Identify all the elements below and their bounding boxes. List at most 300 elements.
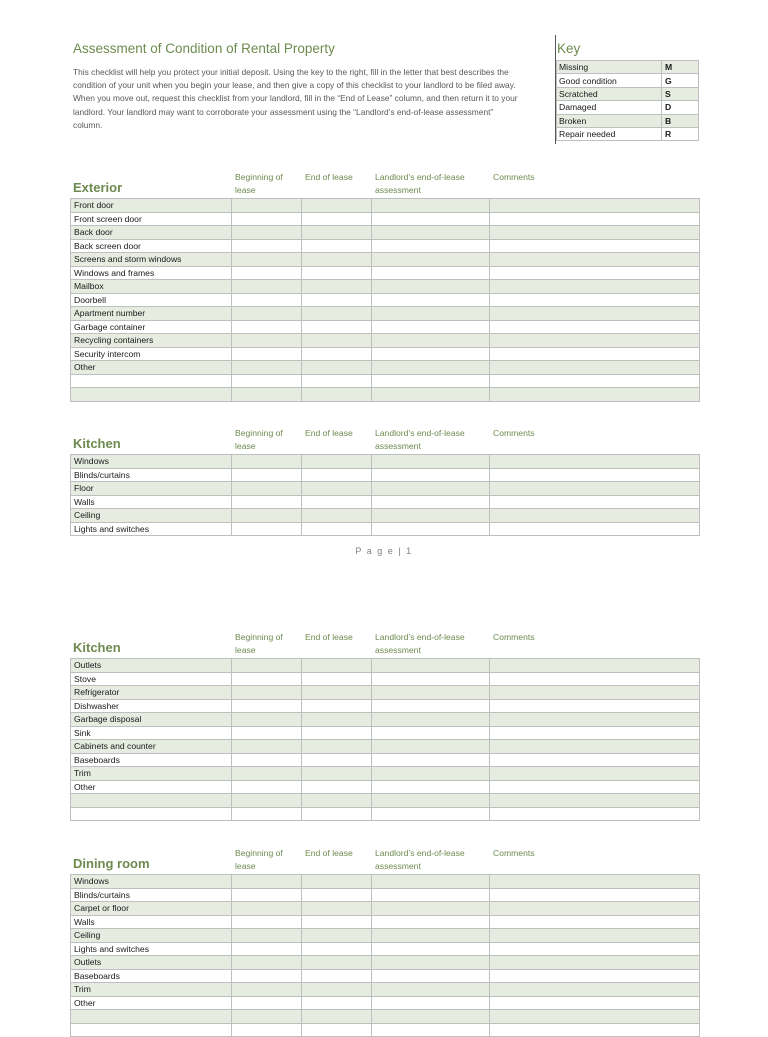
beginning-cell[interactable] xyxy=(232,686,302,700)
item-label: Recycling containers xyxy=(71,334,232,348)
end-cell[interactable] xyxy=(302,699,372,713)
end-cell[interactable] xyxy=(302,1023,372,1037)
key-label: Scratched xyxy=(557,87,662,100)
end-cell[interactable] xyxy=(302,226,372,240)
beginning-cell[interactable] xyxy=(232,280,302,294)
landlord-cell[interactable] xyxy=(372,1023,490,1037)
beginning-cell[interactable] xyxy=(232,226,302,240)
end-cell[interactable] xyxy=(302,902,372,916)
checklist-row xyxy=(71,659,700,673)
key-label: Broken xyxy=(557,114,662,127)
beginning-cell[interactable] xyxy=(232,888,302,902)
key-table xyxy=(556,60,699,141)
key-code: M xyxy=(662,61,699,74)
item-label: Refrigerator xyxy=(71,686,232,700)
comments-cell[interactable] xyxy=(490,522,700,536)
comments-cell[interactable] xyxy=(490,956,700,970)
landlord-cell[interactable] xyxy=(372,969,490,983)
end-cell[interactable] xyxy=(302,199,372,213)
beginning-cell[interactable] xyxy=(232,915,302,929)
comments-cell[interactable] xyxy=(490,455,700,469)
key-code: D xyxy=(662,101,699,114)
checklist-row xyxy=(71,794,700,808)
item-label: Lights and switches xyxy=(71,522,232,536)
section-kitchen-1 xyxy=(70,427,699,536)
end-cell[interactable] xyxy=(302,253,372,267)
column-header-landlord: Landlord’s end-of-lease assessment xyxy=(375,172,465,195)
column-header-beginning: Beginning of lease xyxy=(235,428,283,451)
landlord-cell[interactable] xyxy=(372,320,490,334)
landlord-cell[interactable] xyxy=(372,780,490,794)
item-label: Apartment number xyxy=(71,307,232,321)
end-cell[interactable] xyxy=(302,455,372,469)
key-code: S xyxy=(662,87,699,100)
comments-cell[interactable] xyxy=(490,875,700,889)
section-exterior xyxy=(70,171,699,402)
checklist-row xyxy=(71,239,700,253)
key-row xyxy=(557,87,699,100)
item-label: Blinds/curtains xyxy=(71,468,232,482)
beginning-cell[interactable] xyxy=(232,374,302,388)
beginning-cell[interactable] xyxy=(232,293,302,307)
end-cell[interactable] xyxy=(302,740,372,754)
end-cell[interactable] xyxy=(302,780,372,794)
comments-cell[interactable] xyxy=(490,726,700,740)
beginning-cell[interactable] xyxy=(232,388,302,402)
landlord-cell[interactable] xyxy=(372,468,490,482)
landlord-cell[interactable] xyxy=(372,347,490,361)
key-row xyxy=(557,114,699,127)
item-label: Screens and storm windows xyxy=(71,253,232,267)
comments-cell[interactable] xyxy=(490,996,700,1010)
checklist-row xyxy=(71,929,700,943)
beginning-cell[interactable] xyxy=(232,468,302,482)
checklist-row xyxy=(71,522,700,536)
landlord-cell[interactable] xyxy=(372,659,490,673)
item-label: Cabinets and counter xyxy=(71,740,232,754)
end-cell[interactable] xyxy=(302,767,372,781)
item-label: Windows and frames xyxy=(71,266,232,280)
item-label xyxy=(71,1023,232,1037)
comments-cell[interactable] xyxy=(490,307,700,321)
column-header-end: End of lease xyxy=(305,172,353,182)
comments-cell[interactable] xyxy=(490,888,700,902)
end-cell[interactable] xyxy=(302,280,372,294)
beginning-cell[interactable] xyxy=(232,253,302,267)
end-cell[interactable] xyxy=(302,374,372,388)
landlord-cell[interactable] xyxy=(372,226,490,240)
end-cell[interactable] xyxy=(302,713,372,727)
comments-cell[interactable] xyxy=(490,794,700,808)
end-cell[interactable] xyxy=(302,347,372,361)
item-label: Dishwasher xyxy=(71,699,232,713)
landlord-cell[interactable] xyxy=(372,686,490,700)
end-cell[interactable] xyxy=(302,875,372,889)
end-cell[interactable] xyxy=(302,686,372,700)
item-label: Garbage container xyxy=(71,320,232,334)
landlord-cell[interactable] xyxy=(372,767,490,781)
comments-cell[interactable] xyxy=(490,1010,700,1024)
landlord-cell[interactable] xyxy=(372,509,490,523)
landlord-cell[interactable] xyxy=(372,807,490,821)
column-header-end: End of lease xyxy=(305,848,353,858)
comments-cell[interactable] xyxy=(490,334,700,348)
beginning-cell[interactable] xyxy=(232,212,302,226)
landlord-cell[interactable] xyxy=(372,307,490,321)
item-label: Trim xyxy=(71,983,232,997)
comments-cell[interactable] xyxy=(490,1023,700,1037)
landlord-cell[interactable] xyxy=(372,753,490,767)
checklist-row xyxy=(71,226,700,240)
key-title: Key xyxy=(557,41,581,56)
end-cell[interactable] xyxy=(302,212,372,226)
landlord-cell[interactable] xyxy=(372,888,490,902)
checklist-row xyxy=(71,1023,700,1037)
end-cell[interactable] xyxy=(302,726,372,740)
comments-cell[interactable] xyxy=(490,374,700,388)
end-cell[interactable] xyxy=(302,482,372,496)
comments-cell[interactable] xyxy=(490,320,700,334)
landlord-cell[interactable] xyxy=(372,956,490,970)
checklist-row xyxy=(71,199,700,213)
end-cell[interactable] xyxy=(302,807,372,821)
end-cell[interactable] xyxy=(302,334,372,348)
comments-cell[interactable] xyxy=(490,293,700,307)
item-label: Back door xyxy=(71,226,232,240)
landlord-cell[interactable] xyxy=(372,199,490,213)
checklist-row xyxy=(71,468,700,482)
end-cell[interactable] xyxy=(302,996,372,1010)
comments-cell[interactable] xyxy=(490,969,700,983)
checklist-table xyxy=(70,874,700,1037)
beginning-cell[interactable] xyxy=(232,307,302,321)
item-label: Trim xyxy=(71,767,232,781)
checklist-row xyxy=(71,713,700,727)
landlord-cell[interactable] xyxy=(372,672,490,686)
item-label: Baseboards xyxy=(71,969,232,983)
key-row xyxy=(557,101,699,114)
beginning-cell[interactable] xyxy=(232,996,302,1010)
landlord-cell[interactable] xyxy=(372,280,490,294)
beginning-cell[interactable] xyxy=(232,699,302,713)
beginning-cell[interactable] xyxy=(232,266,302,280)
comments-cell[interactable] xyxy=(490,495,700,509)
beginning-cell[interactable] xyxy=(232,347,302,361)
item-label xyxy=(71,388,232,402)
checklist-row xyxy=(71,875,700,889)
comments-cell[interactable] xyxy=(490,266,700,280)
column-header-comments: Comments xyxy=(493,172,535,182)
comments-cell[interactable] xyxy=(490,780,700,794)
checklist-row xyxy=(71,334,700,348)
item-label xyxy=(71,1010,232,1024)
landlord-cell[interactable] xyxy=(372,713,490,727)
end-cell[interactable] xyxy=(302,293,372,307)
beginning-cell[interactable] xyxy=(232,672,302,686)
landlord-cell[interactable] xyxy=(372,983,490,997)
landlord-cell[interactable] xyxy=(372,726,490,740)
item-label: Windows xyxy=(71,875,232,889)
comments-cell[interactable] xyxy=(490,942,700,956)
checklist-row xyxy=(71,266,700,280)
section-header xyxy=(70,427,699,454)
checklist-row xyxy=(71,280,700,294)
landlord-cell[interactable] xyxy=(372,455,490,469)
item-label: Outlets xyxy=(71,956,232,970)
end-cell[interactable] xyxy=(302,495,372,509)
comments-cell[interactable] xyxy=(490,388,700,402)
checklist-row xyxy=(71,983,700,997)
beginning-cell[interactable] xyxy=(232,875,302,889)
comments-cell[interactable] xyxy=(490,239,700,253)
comments-cell[interactable] xyxy=(490,280,700,294)
beginning-cell[interactable] xyxy=(232,199,302,213)
end-cell[interactable] xyxy=(302,320,372,334)
end-cell[interactable] xyxy=(302,509,372,523)
checklist-row xyxy=(71,956,700,970)
landlord-cell[interactable] xyxy=(372,794,490,808)
end-cell[interactable] xyxy=(302,239,372,253)
column-header-comments: Comments xyxy=(493,632,535,642)
comments-cell[interactable] xyxy=(490,468,700,482)
key-row xyxy=(557,74,699,87)
landlord-cell[interactable] xyxy=(372,293,490,307)
end-cell[interactable] xyxy=(302,983,372,997)
beginning-cell[interactable] xyxy=(232,780,302,794)
comments-cell[interactable] xyxy=(490,753,700,767)
comments-cell[interactable] xyxy=(490,482,700,496)
comments-cell[interactable] xyxy=(490,212,700,226)
landlord-cell[interactable] xyxy=(372,374,490,388)
beginning-cell[interactable] xyxy=(232,807,302,821)
landlord-cell[interactable] xyxy=(372,996,490,1010)
checklist-row xyxy=(71,495,700,509)
checklist-row xyxy=(71,253,700,267)
beginning-cell[interactable] xyxy=(232,509,302,523)
landlord-cell[interactable] xyxy=(372,212,490,226)
item-label: Blinds/curtains xyxy=(71,888,232,902)
comments-cell[interactable] xyxy=(490,807,700,821)
item-label: Baseboards xyxy=(71,753,232,767)
beginning-cell[interactable] xyxy=(232,239,302,253)
comments-cell[interactable] xyxy=(490,347,700,361)
beginning-cell[interactable] xyxy=(232,740,302,754)
end-cell[interactable] xyxy=(302,942,372,956)
end-cell[interactable] xyxy=(302,522,372,536)
comments-cell[interactable] xyxy=(490,672,700,686)
checklist-row xyxy=(71,482,700,496)
checklist-row xyxy=(71,509,700,523)
column-header-landlord: Landlord’s end-of-lease assessment xyxy=(375,428,465,451)
end-cell[interactable] xyxy=(302,266,372,280)
end-cell[interactable] xyxy=(302,956,372,970)
column-header-beginning: Beginning of lease xyxy=(235,172,283,195)
beginning-cell[interactable] xyxy=(232,1010,302,1024)
checklist-table xyxy=(70,658,700,821)
landlord-cell[interactable] xyxy=(372,915,490,929)
item-label: Doorbell xyxy=(71,293,232,307)
checklist-row xyxy=(71,902,700,916)
checklist-row xyxy=(71,361,700,375)
comments-cell[interactable] xyxy=(490,915,700,929)
landlord-cell[interactable] xyxy=(372,902,490,916)
comments-cell[interactable] xyxy=(490,983,700,997)
checklist-row xyxy=(71,293,700,307)
beginning-cell[interactable] xyxy=(232,334,302,348)
beginning-cell[interactable] xyxy=(232,455,302,469)
end-cell[interactable] xyxy=(302,307,372,321)
item-label: Sink xyxy=(71,726,232,740)
checklist-row xyxy=(71,942,700,956)
checklist-row xyxy=(71,807,700,821)
beginning-cell[interactable] xyxy=(232,659,302,673)
item-label xyxy=(71,794,232,808)
item-label: Other xyxy=(71,780,232,794)
item-label: Carpet or floor xyxy=(71,902,232,916)
beginning-cell[interactable] xyxy=(232,726,302,740)
checklist-row xyxy=(71,740,700,754)
comments-cell[interactable] xyxy=(490,767,700,781)
landlord-cell[interactable] xyxy=(372,929,490,943)
landlord-cell[interactable] xyxy=(372,266,490,280)
comments-cell[interactable] xyxy=(490,740,700,754)
landlord-cell[interactable] xyxy=(372,740,490,754)
item-label: Outlets xyxy=(71,659,232,673)
item-label: Ceiling xyxy=(71,929,232,943)
beginning-cell[interactable] xyxy=(232,983,302,997)
beginning-cell[interactable] xyxy=(232,320,302,334)
item-label: Front door xyxy=(71,199,232,213)
comments-cell[interactable] xyxy=(490,509,700,523)
key-row xyxy=(557,61,699,74)
end-cell[interactable] xyxy=(302,794,372,808)
checklist-row xyxy=(71,726,700,740)
end-cell[interactable] xyxy=(302,659,372,673)
end-cell[interactable] xyxy=(302,753,372,767)
checklist-table xyxy=(70,454,700,536)
landlord-cell[interactable] xyxy=(372,1010,490,1024)
comments-cell[interactable] xyxy=(490,659,700,673)
comments-cell[interactable] xyxy=(490,713,700,727)
comments-cell[interactable] xyxy=(490,902,700,916)
section-title: Dining room xyxy=(73,856,150,871)
comments-cell[interactable] xyxy=(490,199,700,213)
checklist-row xyxy=(71,969,700,983)
beginning-cell[interactable] xyxy=(232,969,302,983)
beginning-cell[interactable] xyxy=(232,956,302,970)
section-header xyxy=(70,171,699,198)
beginning-cell[interactable] xyxy=(232,713,302,727)
checklist-row xyxy=(71,672,700,686)
end-cell[interactable] xyxy=(302,929,372,943)
comments-cell[interactable] xyxy=(490,253,700,267)
key-label: Good condition xyxy=(557,74,662,87)
item-label xyxy=(71,807,232,821)
section-header xyxy=(70,847,699,874)
beginning-cell[interactable] xyxy=(232,522,302,536)
item-label: Other xyxy=(71,996,232,1010)
beginning-cell[interactable] xyxy=(232,929,302,943)
landlord-cell[interactable] xyxy=(372,388,490,402)
section-dining-room xyxy=(70,847,699,1037)
landlord-cell[interactable] xyxy=(372,239,490,253)
comments-cell[interactable] xyxy=(490,929,700,943)
end-cell[interactable] xyxy=(302,969,372,983)
checklist-row xyxy=(71,320,700,334)
beginning-cell[interactable] xyxy=(232,942,302,956)
comments-cell[interactable] xyxy=(490,699,700,713)
checklist-row xyxy=(71,1010,700,1024)
key-row xyxy=(557,127,699,140)
landlord-cell[interactable] xyxy=(372,699,490,713)
checklist-row xyxy=(71,374,700,388)
checklist-table xyxy=(70,198,700,402)
item-label: Garbage disposal xyxy=(71,713,232,727)
end-cell[interactable] xyxy=(302,361,372,375)
section-kitchen-2 xyxy=(70,631,699,821)
beginning-cell[interactable] xyxy=(232,482,302,496)
landlord-cell[interactable] xyxy=(372,253,490,267)
comments-cell[interactable] xyxy=(490,226,700,240)
landlord-cell[interactable] xyxy=(372,942,490,956)
item-label: Back screen door xyxy=(71,239,232,253)
beginning-cell[interactable] xyxy=(232,767,302,781)
section-header xyxy=(70,631,699,658)
beginning-cell[interactable] xyxy=(232,495,302,509)
beginning-cell[interactable] xyxy=(232,753,302,767)
end-cell[interactable] xyxy=(302,915,372,929)
key-code: B xyxy=(662,114,699,127)
beginning-cell[interactable] xyxy=(232,794,302,808)
checklist-row xyxy=(71,455,700,469)
landlord-cell[interactable] xyxy=(372,334,490,348)
checklist-row xyxy=(71,888,700,902)
checklist-row xyxy=(71,996,700,1010)
item-label: Walls xyxy=(71,915,232,929)
end-cell[interactable] xyxy=(302,888,372,902)
column-header-beginning: Beginning of lease xyxy=(235,632,283,655)
column-header-landlord: Landlord’s end-of-lease assessment xyxy=(375,848,465,871)
checklist-row xyxy=(71,686,700,700)
landlord-cell[interactable] xyxy=(372,495,490,509)
item-label: Stove xyxy=(71,672,232,686)
end-cell[interactable] xyxy=(302,388,372,402)
comments-cell[interactable] xyxy=(490,686,700,700)
item-label: Lights and switches xyxy=(71,942,232,956)
landlord-cell[interactable] xyxy=(372,875,490,889)
item-label: Ceiling xyxy=(71,509,232,523)
checklist-row xyxy=(71,699,700,713)
landlord-cell[interactable] xyxy=(372,361,490,375)
column-header-landlord: Landlord’s end-of-lease assessment xyxy=(375,632,465,655)
landlord-cell[interactable] xyxy=(372,522,490,536)
page-footer: P a g e | 1 xyxy=(355,546,413,556)
end-cell[interactable] xyxy=(302,468,372,482)
item-label: Front screen door xyxy=(71,212,232,226)
beginning-cell[interactable] xyxy=(232,902,302,916)
item-label: Mailbox xyxy=(71,280,232,294)
item-label: Floor xyxy=(71,482,232,496)
section-title: Exterior xyxy=(73,180,123,195)
beginning-cell[interactable] xyxy=(232,1023,302,1037)
checklist-row xyxy=(71,753,700,767)
end-cell[interactable] xyxy=(302,672,372,686)
beginning-cell[interactable] xyxy=(232,361,302,375)
column-header-comments: Comments xyxy=(493,848,535,858)
end-cell[interactable] xyxy=(302,1010,372,1024)
comments-cell[interactable] xyxy=(490,361,700,375)
landlord-cell[interactable] xyxy=(372,482,490,496)
